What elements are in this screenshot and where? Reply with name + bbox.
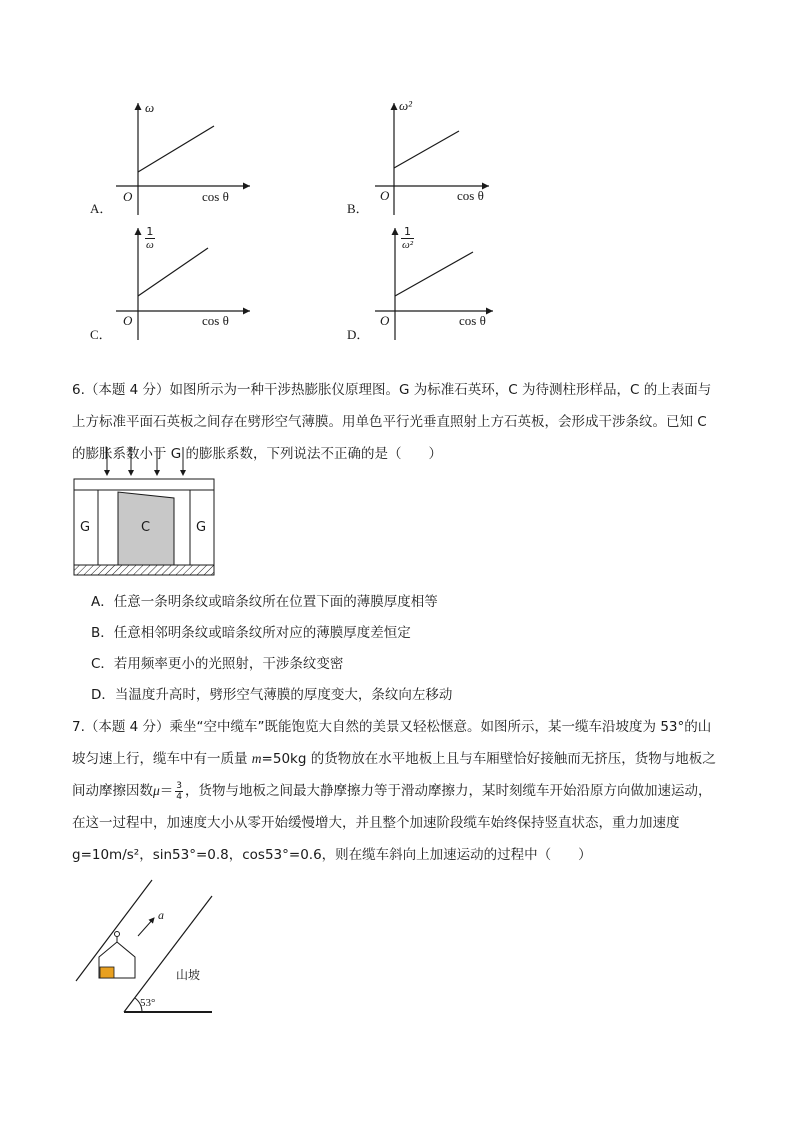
pulley-icon [115, 932, 120, 937]
quartz-plate [74, 479, 214, 490]
slope-label: 山坡 [176, 968, 201, 982]
acceleration-label: a [158, 908, 164, 922]
option-letter: A． [90, 201, 113, 216]
x-axis-label: cos θ [202, 313, 229, 328]
q6-option-d[interactable]: D．当温度升高时，劈形空气薄膜的厚度变大，条纹向左移动 [91, 687, 453, 703]
x-axis-label: cos θ [202, 189, 229, 204]
q5-option-a[interactable] [90, 95, 270, 220]
x-axis-label: cos θ [457, 188, 484, 203]
q6-line-1: 6.（本题 4 分）如图所示为一种干涉热膨胀仪原理图。G 为标准石英环，C 为待测柱形样品，C 的上表面与 [72, 382, 712, 398]
base-plate [74, 565, 214, 575]
option-letter: C． [90, 327, 112, 342]
q5-option-c[interactable] [90, 222, 270, 347]
origin-label: O [123, 313, 133, 328]
q6-line-2: 上方标准平面石英板之间存在劈形空气薄膜。用单色平行光垂直照射上方石英板，会形成干涉条纹。已知 C [72, 414, 707, 430]
graph-line [138, 248, 208, 296]
q7-stem [72, 711, 732, 871]
y-axis-fraction: $\frac{1}{\text{ω²}}$ [402, 225, 414, 251]
q6-option-b[interactable]: B．任意相邻明条纹或暗条纹所对应的薄膜厚度差恒定 [91, 625, 411, 641]
origin-label: O [123, 189, 133, 204]
acceleration-arrow [138, 918, 154, 936]
q7-line-3: 间动摩擦因数μ＝ $\frac{3}{4}$ ，货物与地板之间最大静摩擦力等于滑动摩擦力，某时刻缆车开始沿原方向做加速运动， [72, 780, 712, 802]
cargo-box [100, 967, 114, 978]
graph-line [395, 252, 473, 296]
option-letter: D． [347, 327, 370, 342]
graph-line [138, 126, 214, 172]
slope-line [124, 896, 212, 1012]
y-axis-fraction: $\frac{1}{\omega}$ [146, 225, 154, 251]
y-axis-label: ω [145, 100, 155, 115]
graph-c [90, 222, 270, 347]
x-axis-label: cos θ [459, 313, 486, 328]
q5-option-d[interactable] [347, 222, 527, 347]
q7-line-1: 7.（本题 4 分）乘坐“空中缆车”既能饱览大自然的美景又轻松惬意。如图所示，某一缆车沿坡度为 53°的山 [72, 719, 712, 735]
mu-fraction: $\frac{3}{4}$ [176, 780, 183, 802]
q6-option-a[interactable]: A．任意一条明条纹或暗条纹所在位置下面的薄膜厚度相等 [91, 594, 438, 610]
q6-line-3: 的膨胀系数小于 G 的膨胀系数，下列说法不正确的是（ ） [72, 446, 443, 462]
graph-d [347, 222, 527, 347]
origin-label: O [380, 313, 390, 328]
q6-figure [72, 445, 217, 580]
label-g-right: G [196, 520, 207, 535]
q6-option-c[interactable]: C．若用频率更小的光照射，干涉条纹变密 [91, 656, 344, 672]
q7-line-5: g=10m/s²，sin53°=0.8，cos53°=0.6，则在缆车斜向上加速运动的过程中（ ） [72, 847, 592, 863]
q5-option-b[interactable] [347, 95, 527, 220]
graph-b [347, 95, 527, 220]
graph-a [90, 95, 270, 220]
graph-line [394, 131, 459, 168]
q7-figure [72, 876, 222, 1021]
y-axis-label: ω² [399, 98, 413, 113]
label-c: C [141, 520, 151, 535]
interferometer-diagram [72, 445, 217, 580]
angle-label: 53° [140, 997, 156, 1009]
label-g-left: G [80, 520, 91, 535]
option-letter: B． [347, 201, 369, 216]
origin-label: O [380, 188, 390, 203]
q7-line-2: 坡匀速上行，缆车中有一质量 m=50kg 的货物放在水平地板上且与车厢壁恰好接触而无挤压，货物与地板之 [72, 751, 716, 767]
q7-line-4: 在这一过程中，加速度大小从零开始缓慢增大，并且整个加速阶段缆车始终保持竖直状态，重力加速度 [72, 815, 680, 831]
